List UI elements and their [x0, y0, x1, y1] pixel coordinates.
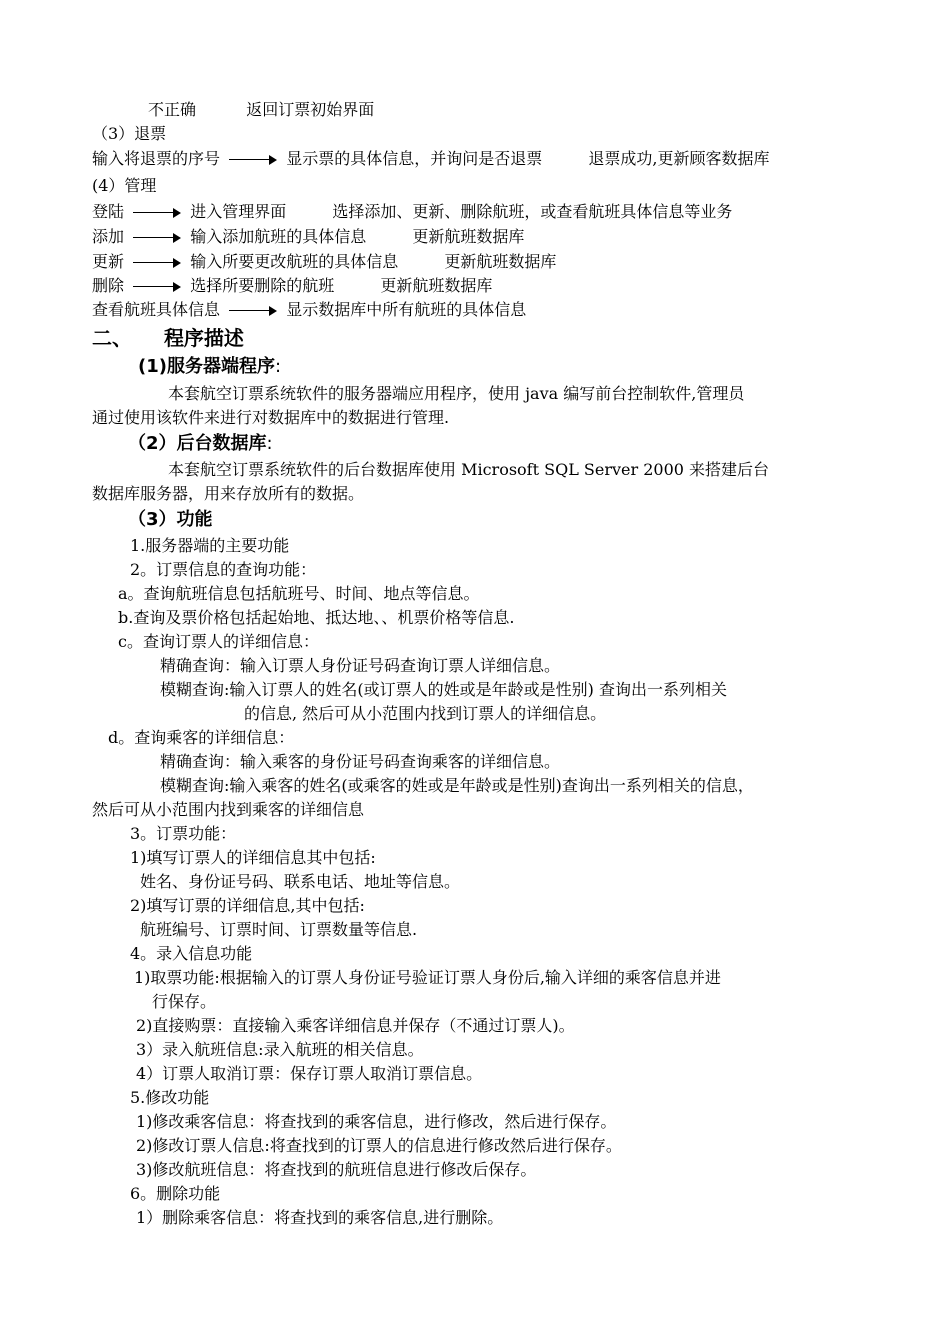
flow-step-text: 显示票的具体信息，并询问是否退票 [286, 149, 543, 168]
flow-line-refund [92, 147, 770, 171]
list-item: 2。订票信息的查询功能： [130, 560, 317, 579]
db-heading [128, 431, 273, 457]
list-item: a。查询航班信息包括航班号、时间、地点等信息。 [118, 584, 480, 603]
flow-line-view [92, 298, 526, 322]
flow-step-text: 、更新、删除航班，或查看航班具体信息等业务 [396, 202, 733, 221]
flow-line-update [92, 250, 556, 274]
flow-step-text: 登陆 [92, 202, 125, 221]
db-heading-colon: : [266, 433, 273, 454]
flow-step-text: 输入将退票的序号 [92, 149, 221, 168]
server-heading-colon: : [274, 356, 282, 377]
server-heading-text: (1)服务器端程序 [138, 356, 275, 377]
flow-step-text: 选择添加 [332, 202, 397, 221]
list-item: 模糊查询:输入乘客的姓名(或乘客的姓或是年龄或是性别)查询出一系列相关的信息， [160, 776, 754, 795]
list-item: c。查询订票人的详细信息： [118, 632, 319, 651]
list-item: 2)修改订票人信息:将查找到的订票人的信息进行修改然后进行保存。 [136, 1136, 622, 1155]
flow-step-text: 更新航班数据库 [444, 252, 557, 271]
flow-step-text: 输入所要更改航班的具体信息 [190, 252, 399, 271]
list-item: 2)直接购票：直接输入乘客详细信息并保存（不通过订票人)。 [136, 1016, 575, 1035]
list-item: 3。订票功能： [130, 824, 237, 843]
flow-step-text: ,更新顾客数据库 [652, 149, 770, 168]
db-heading-text: （2）后台数据库 [128, 433, 267, 454]
list-item: 模糊查询:输入订票人的姓名(或订票人的姓或是年龄或是性别) 查询出一系列相关 [160, 680, 727, 699]
server-heading [138, 354, 281, 380]
section-number: 二、 [92, 326, 132, 350]
function-heading-text: （3）功能 [128, 509, 213, 530]
list-item: 1)填写订票人的详细信息其中包括: [130, 848, 376, 867]
section-heading [92, 324, 244, 352]
flow-step-text: 选择所要删除的航班 [190, 276, 335, 295]
flow-step-text: 更新航班数据库 [380, 276, 493, 295]
list-item: 5.修改功能 [130, 1088, 210, 1107]
list-item: 1)取票功能:根据输入的订票人身份证号验证订票人身份后,输入详细的乘客信息并进 [134, 968, 721, 987]
list-item: 精确查询：输入乘客的身份证号码查询乘客的详细信息。 [160, 752, 561, 771]
flow-step-text: 不正确 [148, 100, 197, 119]
flow-step-text: 查看航班具体信息 [92, 300, 221, 319]
list-item: 1）删除乘客信息：将查找到的乘客信息,进行删除。 [136, 1208, 504, 1227]
refund-heading: （3）退票 [92, 124, 167, 143]
list-item: b.查询及票价格包括起始地、抵达地、、机票价格等信息. [118, 608, 515, 627]
list-item: 的信息, 然后可从小范围内找到订票人的详细信息。 [244, 704, 607, 723]
flow-line-incorrect [148, 98, 374, 122]
paragraph-line: 本套航空订票系统软件的服务器端应用程序，使用 java 编写前台控制软件,管理员 [168, 384, 745, 403]
list-item: 然后可从小范围内找到乘客的详细信息 [92, 800, 365, 819]
flow-step-text: 更新 [92, 252, 125, 271]
list-item: 6。删除功能 [130, 1184, 221, 1203]
list-item: 精确查询：输入订票人身份证号码查询订票人详细信息。 [160, 656, 561, 675]
list-item: 4。录入信息功能 [130, 944, 253, 963]
flow-step-text: 退票成功 [588, 149, 653, 168]
flow-line-delete [92, 274, 492, 298]
list-item: 3)修改航班信息：将查找到的航班信息进行修改后保存。 [136, 1160, 537, 1179]
paragraph-line: 本套航空订票系统软件的后台数据库使用 Microsoft SQL Server 2000 来搭建后台 [168, 460, 770, 479]
flow-step-text: 显示数据库中所有航班的具体信息 [286, 300, 527, 319]
list-item: 2)填写订票的详细信息,其中包括: [130, 896, 365, 915]
list-item: 1.服务器端的主要功能 [130, 536, 290, 555]
list-item: 航班编号、订票时间、订票数量等信息. [140, 920, 418, 939]
arrow-icon [229, 306, 277, 316]
flow-line-add [92, 225, 524, 249]
list-item: d。查询乘客的详细信息： [108, 728, 295, 747]
list-item: 姓名、身份证号码、联系电话、地址等信息。 [140, 872, 461, 891]
flow-step-text: 返回订票初始界面 [246, 100, 375, 119]
arrow-icon [133, 258, 181, 268]
list-item: 1)修改乘客信息：将查找到的乘客信息，进行修改，然后进行保存。 [136, 1112, 617, 1131]
flow-step-text: 输入添加航班的具体信息 [190, 227, 367, 246]
arrow-icon [133, 208, 181, 218]
flow-step-text: 进入管理界面 [190, 202, 287, 221]
arrow-icon [133, 282, 181, 292]
paragraph-line: 数据库服务器，用来存放所有的数据。 [92, 484, 365, 503]
section-title: 程序描述 [163, 326, 244, 350]
arrow-icon [133, 233, 181, 243]
manage-heading: (4）管理 [92, 176, 157, 195]
flow-step-text: 删除 [92, 276, 125, 295]
flow-line-login [92, 200, 732, 224]
paragraph-line: 通过使用该软件来进行对数据库中的数据进行管理. [92, 408, 450, 427]
list-item: 行保存。 [152, 992, 217, 1011]
list-item: 3）录入航班信息:录入航班的相关信息。 [136, 1040, 424, 1059]
arrow-icon [229, 155, 277, 165]
list-item: 4）订票人取消订票：保存订票人取消订票信息。 [136, 1064, 483, 1083]
function-heading [128, 507, 213, 533]
flow-step-text: 添加 [92, 227, 125, 246]
flow-step-text: 更新航班数据库 [412, 227, 525, 246]
